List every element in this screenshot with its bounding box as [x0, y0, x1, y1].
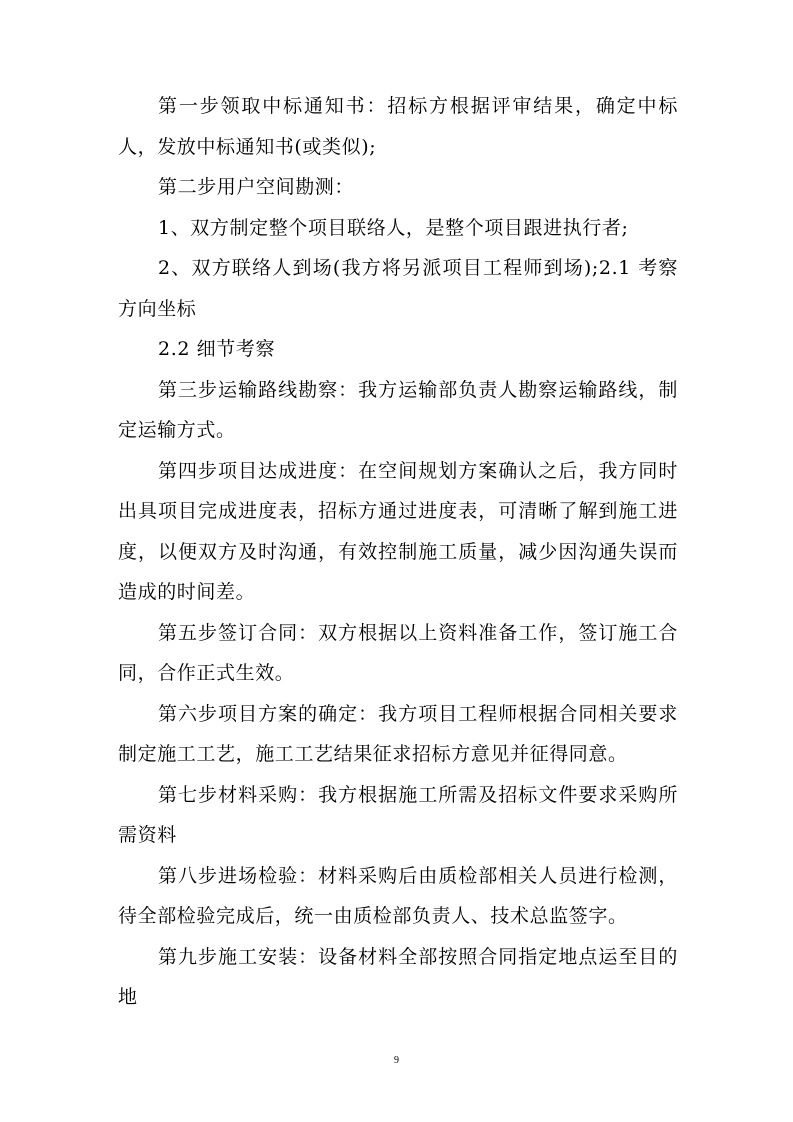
document-body [118, 86, 678, 1018]
page-number: 9 [394, 1055, 399, 1066]
paragraph-step-4: 第四步项目达成进度：在空间规划方案确认之后，我方同时出具项目完成进度表，招标方通过进度表，可清晰了解到施工进度，以便双方及时沟通，有效控制施工质量，减少因沟通失误而造成的时间差。 [118, 459, 678, 603]
paragraph-step-1: 第一步领取中标通知书：招标方根据评审结果，确定中标人，发放中标通知书(或类似); [118, 95, 678, 158]
paragraph-step-8: 第八步进场检验：材料采购后由质检部相关人员进行检测，待全部检验完成后，统一由质检部负责人、技术总监签字。 [118, 864, 678, 927]
paragraph-step-5: 第五步签订合同：双方根据以上资料准备工作，签订施工合同，合作正式生效。 [118, 621, 678, 684]
paragraph-step-3: 第三步运输路线勘察：我方运输部负责人勘察运输路线，制定运输方式。 [118, 378, 678, 441]
paragraph-step-6: 第六步项目方案的确定：我方项目工程师根据合同相关要求制定施工工艺，施工工艺结果征求招标方意见并征得同意。 [118, 702, 678, 765]
paragraph-step-2-item-2-2: 2.2 细节考察 [158, 338, 276, 360]
paragraph-step-2-item-2: 2、双方联络人到场(我方将另派项目工程师到场);2.1 考察方向坐标 [118, 257, 678, 320]
paragraph-step-2: 第二步用户空间勘测： [158, 176, 355, 198]
paragraph-step-7: 第七步材料采购：我方根据施工所需及招标文件要求采购所需资料 [118, 783, 678, 846]
paragraph-step-9: 第九步施工安装：设备材料全部按照合同指定地点运至目的地 [118, 945, 678, 1008]
paragraph-step-2-item-1: 1、双方制定整个项目联络人，是整个项目跟进执行者; [158, 216, 629, 239]
